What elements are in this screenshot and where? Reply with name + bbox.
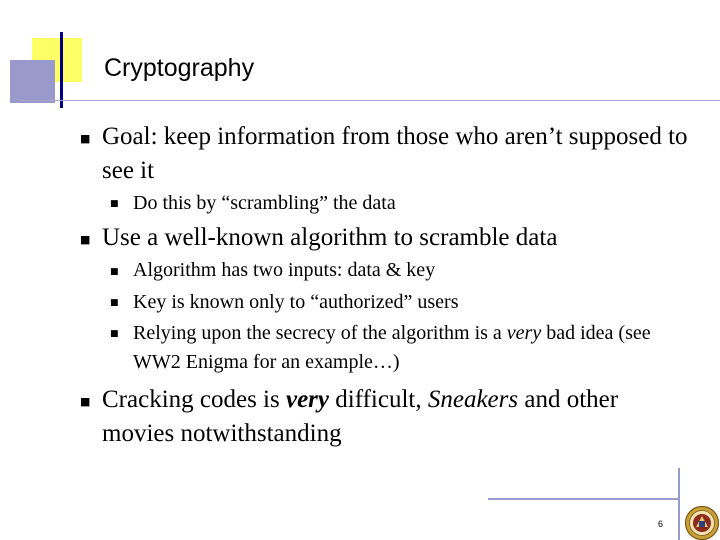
footer-vertical-line xyxy=(678,468,680,540)
bullet-cracking xyxy=(102,383,692,451)
secrecy-text-2: bad idea (see WW2 Enigma for an example…) xyxy=(133,322,651,373)
cracking-emphasis-sneakers: Sneakers xyxy=(427,386,519,413)
square-bullet-icon: ■ xyxy=(110,298,119,308)
cracking-text-3: and other movies notwithstanding xyxy=(102,386,619,447)
secrecy-emphasis: very xyxy=(506,322,542,344)
sub-bullet-key: Key is known only to “authorized” users xyxy=(133,291,459,313)
sub-bullet-scrambling: Do this by “scrambling” the data xyxy=(133,192,396,214)
square-bullet-icon: ■ xyxy=(110,199,119,209)
slide-title: Cryptography xyxy=(104,54,255,82)
square-bullet-icon: ■ xyxy=(110,329,119,339)
secrecy-text-1: Relying upon the secrecy of the algorithm is a xyxy=(133,322,507,344)
cracking-text-1: Cracking codes is xyxy=(102,386,286,413)
page-number: 6 xyxy=(658,519,664,529)
bullet-algorithm: Use a well-known algorithm to scramble data xyxy=(102,224,558,251)
university-seal-icon xyxy=(684,505,720,540)
sub-bullet-inputs: Algorithm has two inputs: data & key xyxy=(133,259,436,281)
bullet-goal: Goal: keep information from those who aren’t supposed to see it xyxy=(102,123,688,184)
square-bullet-icon: ■ xyxy=(80,233,91,246)
footer-line xyxy=(488,498,680,500)
cracking-text-2: difficult, xyxy=(329,386,428,413)
square-bullet-icon: ■ xyxy=(80,132,91,145)
cracking-emphasis-very: very xyxy=(285,386,330,413)
square-bullet-icon: ■ xyxy=(110,267,119,277)
square-bullet-icon: ■ xyxy=(80,395,91,408)
sub-bullet-secrecy xyxy=(133,319,693,377)
